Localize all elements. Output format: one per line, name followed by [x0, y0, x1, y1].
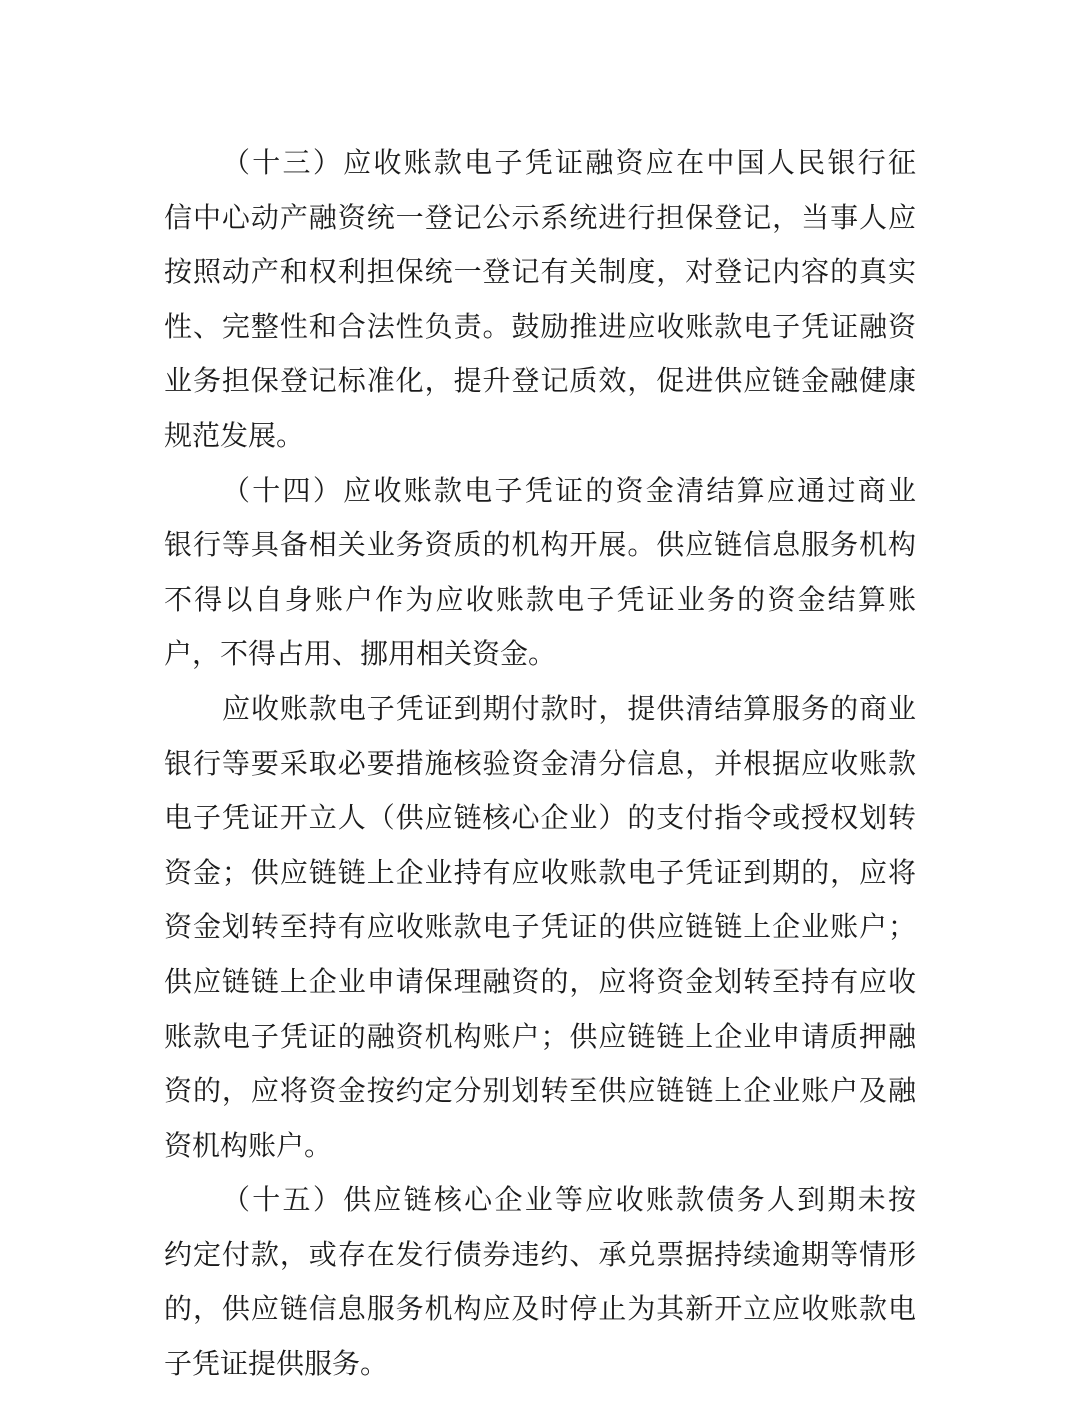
paragraph-line: 业务担保登记标准化，提升登记质效，促进供应链金融健康	[164, 364, 916, 398]
paragraph-line: 规范发展。	[164, 418, 305, 452]
paragraph-line: （十五）供应链核心企业等应收账款债务人到期未按	[222, 1183, 916, 1217]
paragraph-line: 供应链链上企业申请保理融资的，应将资金划转至持有应收	[164, 964, 916, 998]
paragraph-line: 约定付款，或存在发行债券违约、承兑票据持续逾期等情形	[164, 1237, 916, 1271]
paragraph-15	[164, 1173, 916, 1391]
paragraph-line: 子凭证提供服务。	[164, 1347, 389, 1381]
paragraph-line: 账款电子凭证的融资机构账户；供应链链上企业申请质押融	[164, 1019, 916, 1053]
paragraph-13	[164, 136, 916, 464]
document-body	[164, 136, 916, 1392]
paragraph-line: 资金划转至持有应收账款电子凭证的供应链链上企业账户；	[164, 910, 916, 944]
paragraph-line: （十四）应收账款电子凭证的资金清结算应通过商业	[222, 473, 916, 507]
paragraph-line: 性、完整性和合法性负责。鼓励推进应收账款电子凭证融资	[164, 309, 916, 343]
paragraph-line: 应收账款电子凭证到期付款时，提供清结算服务的商业	[222, 691, 916, 725]
paragraph-line: 银行等要采取必要措施核验资金清分信息，并根据应收账款	[164, 746, 916, 780]
paragraph-line: 资机构账户。	[164, 1128, 333, 1162]
paragraph-line: 电子凭证开立人（供应链核心企业）的支付指令或授权划转	[164, 801, 916, 835]
paragraph-line: （十三）应收账款电子凭证融资应在中国人民银行征	[222, 146, 916, 179]
paragraph-line: 的，供应链信息服务机构应及时停止为其新开立应收账款电	[164, 1292, 916, 1326]
paragraph-line: 不得以自身账户作为应收账款电子凭证业务的资金结算账	[164, 582, 916, 616]
paragraph-14-settlement	[164, 682, 916, 1173]
paragraph-14	[164, 464, 916, 682]
paragraph-line: 资的，应将资金按约定分别划转至供应链链上企业账户及融	[164, 1074, 916, 1108]
paragraph-line: 资金；供应链链上企业持有应收账款电子凭证到期的，应将	[164, 855, 916, 889]
paragraph-line: 信中心动产融资统一登记公示系统进行担保登记，当事人应	[164, 200, 916, 234]
paragraph-line: 银行等具备相关业务资质的机构开展。供应链信息服务机构	[164, 528, 916, 562]
paragraph-line: 按照动产和权利担保统一登记有关制度，对登记内容的真实	[164, 255, 916, 289]
paragraph-line: 户，不得占用、挪用相关资金。	[164, 637, 557, 671]
